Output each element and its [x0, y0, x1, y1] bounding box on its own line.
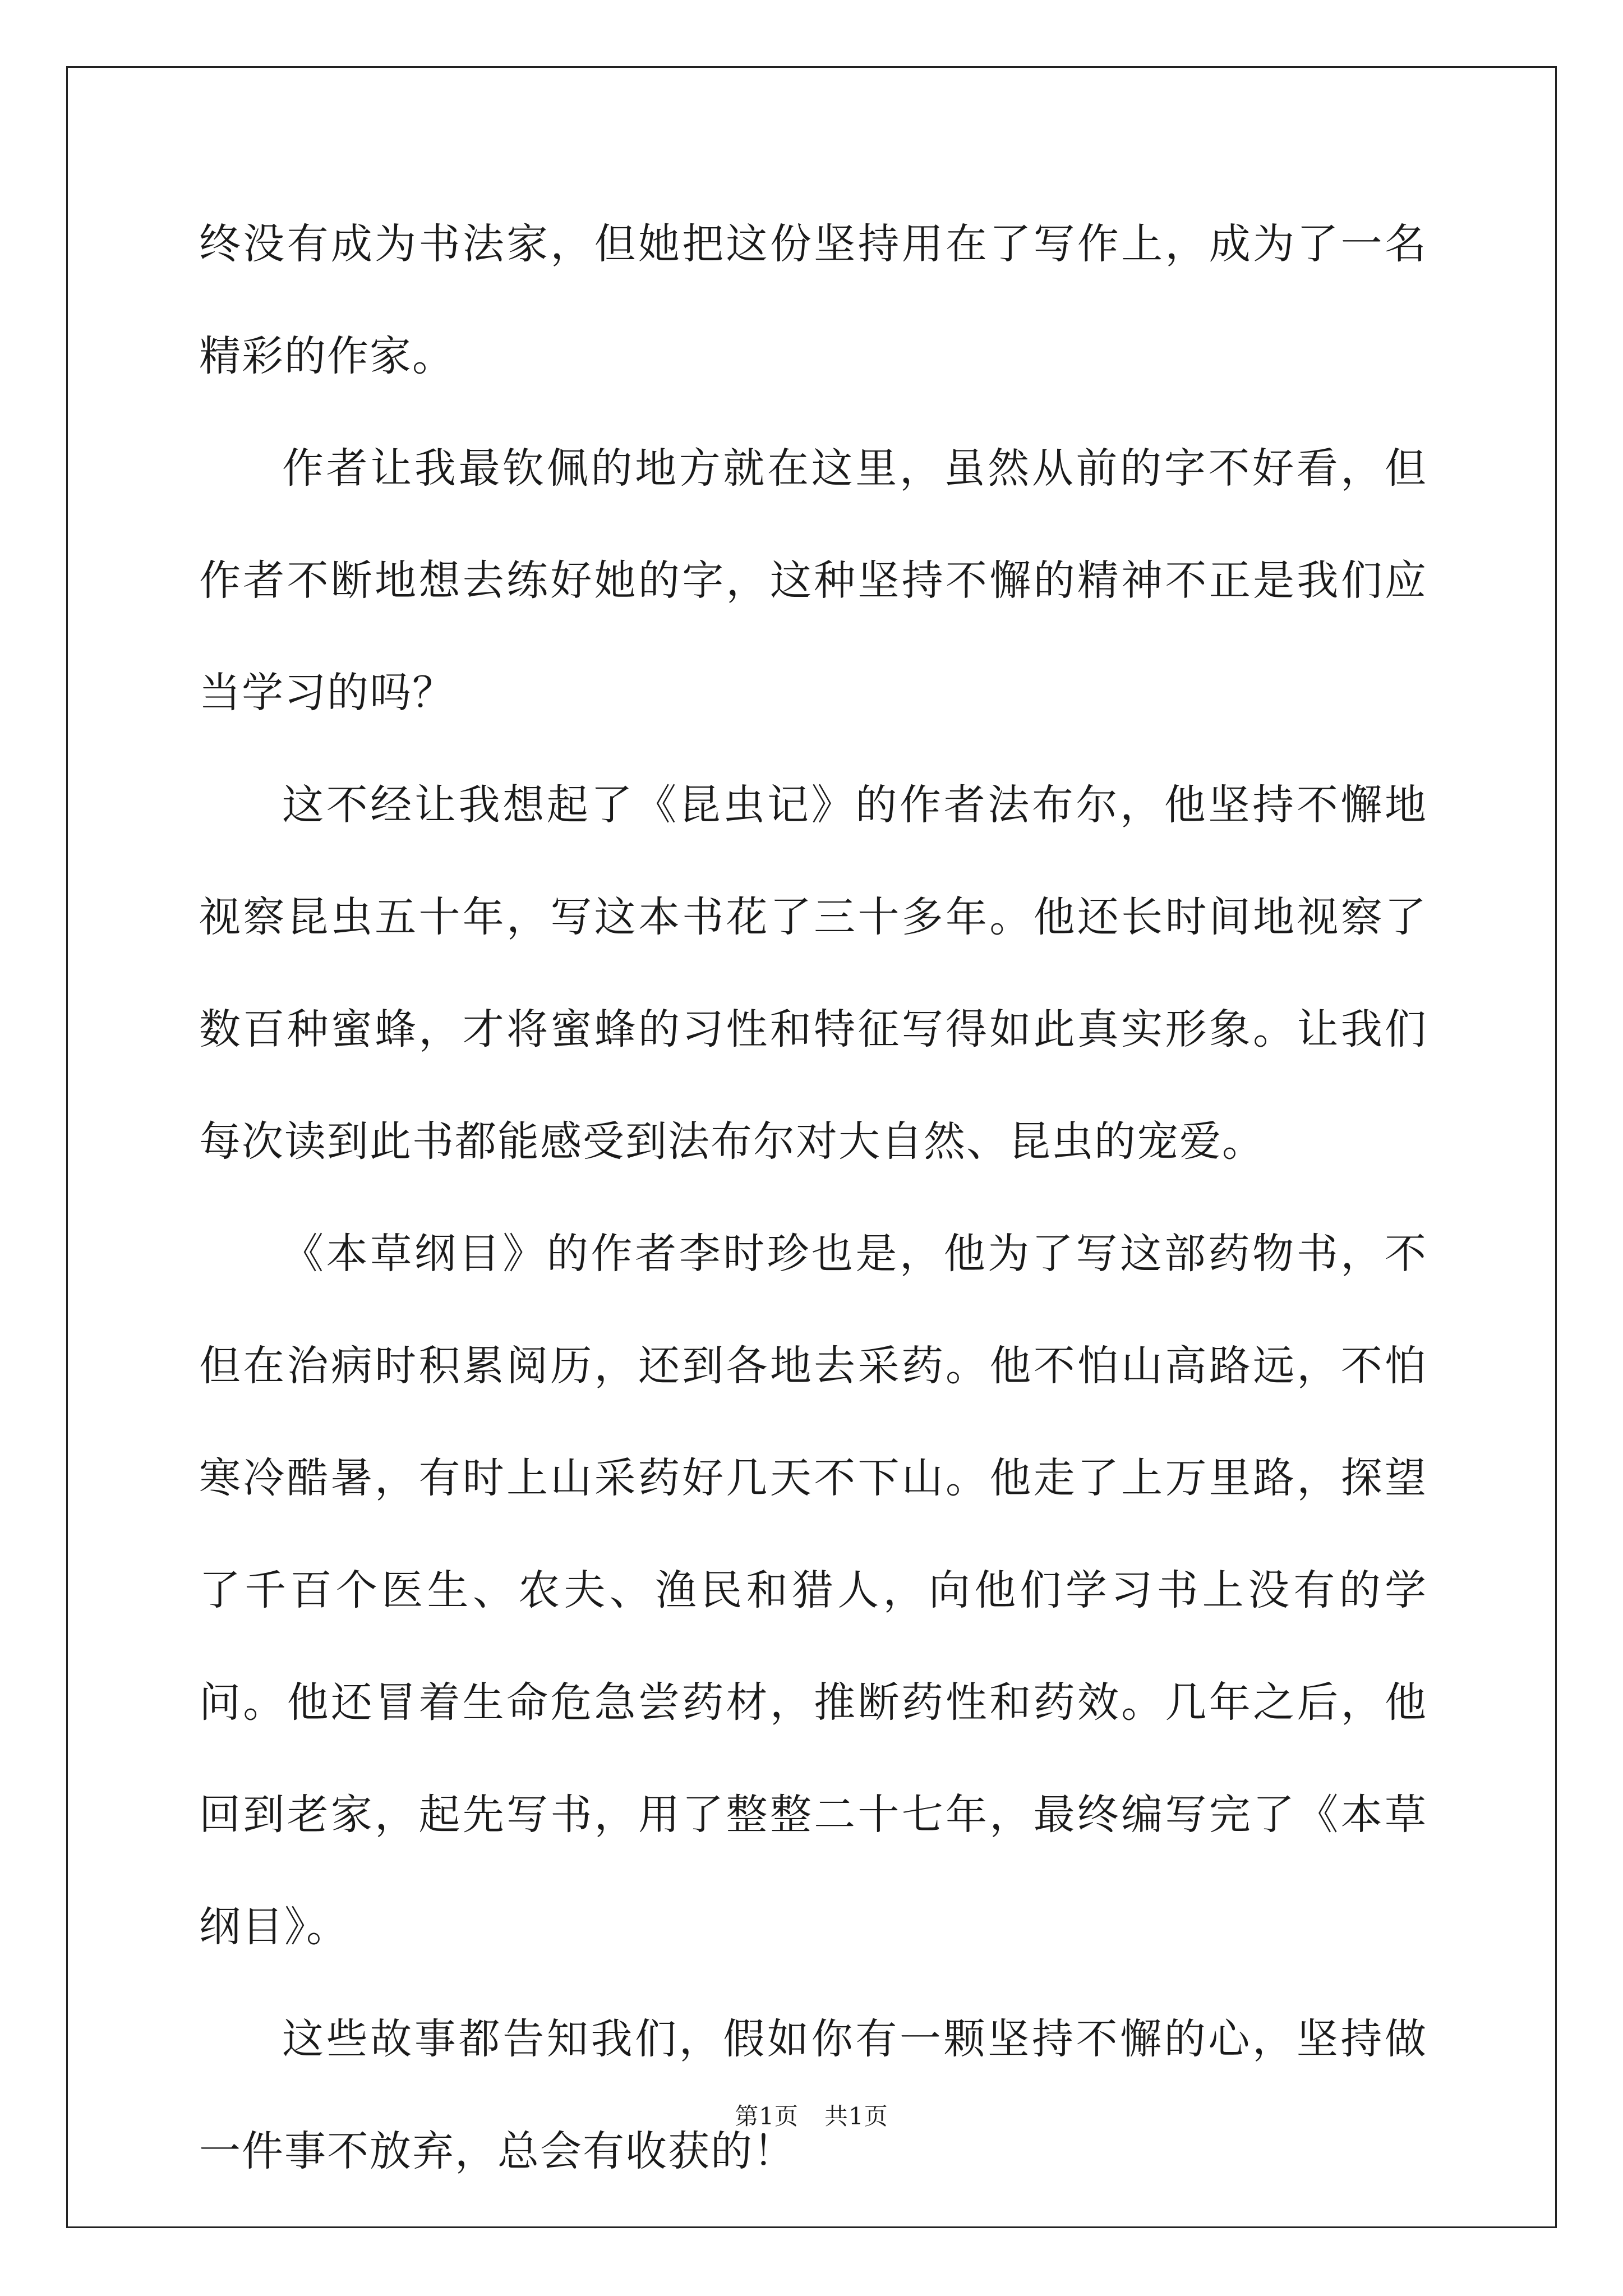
- paragraph-3: 这不经让我想起了《昆虫记》的作者法布尔，他坚持不懈地视察昆虫五十年，写这本书花了三十多年。他还长时间地视察了数百种蜜蜂，才将蜜蜂的习性和特征写得如此真实形象。让我们每次读到此书都能感受到法布尔对大自然、昆虫的宠爱。: [199, 781, 1427, 1166]
- paragraph-4: 《本草纲目》的作者李时珍也是，他为了写这部药物书，不但在治病时积累阅历，还到各地去采药。他不怕山高路远，不怕寒冷酷暑，有时上山采药好几天不下山。他走了上万里路，探望了千百个医生、农夫、渔民和猎人，向他们学习书上没有的学问。他还冒着生命危急尝药材，推断药性和药效。几年之后，他回到老家，起先写书，用了整整二十七年，最终编写完了《本草纲目》。: [199, 1230, 1427, 1951]
- page-footer: [0, 2098, 1623, 2132]
- paragraph-2: 作者让我最钦佩的地方就在这里，虽然从前的字不好看，但作者不断地想去练好她的字，这种坚持不懈的精神不正是我们应当学习的吗？: [199, 444, 1427, 717]
- paragraph-5: 这些故事都告知我们，假如你有一颗坚持不懈的心，坚持做一件事不放弃，总会有收获的！: [199, 2015, 1427, 2175]
- document-body: [199, 188, 1427, 2207]
- page-number: 第1页: [735, 2102, 799, 2130]
- paragraph-1: 终没有成为书法家，但她把这份坚持用在了写作上，成为了一名精彩的作家。: [199, 220, 1427, 380]
- page-total: 共1页: [824, 2102, 888, 2130]
